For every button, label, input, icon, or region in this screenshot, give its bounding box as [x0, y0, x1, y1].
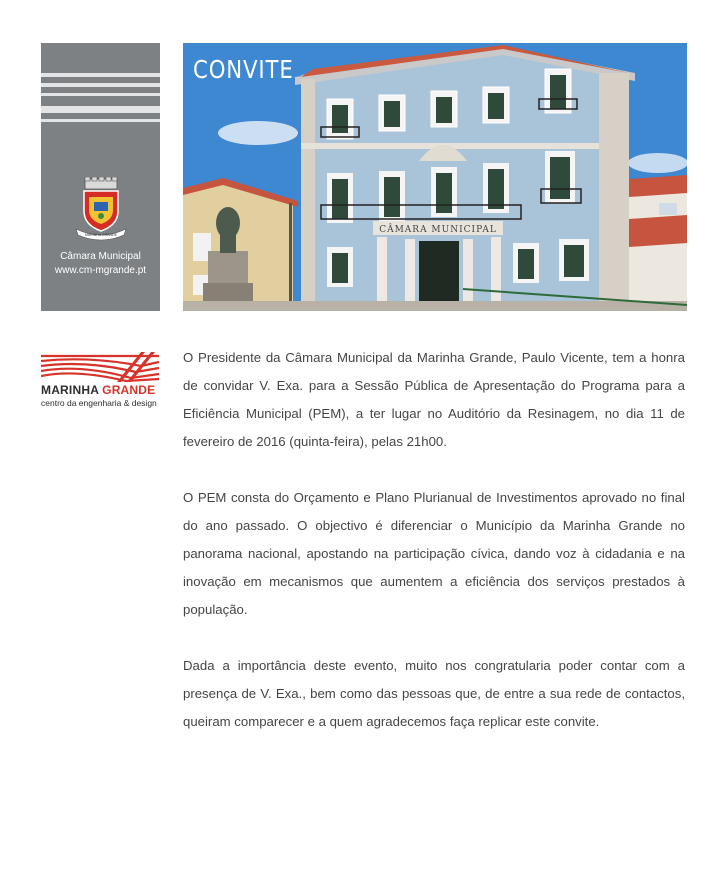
invitation-body	[183, 344, 685, 736]
paragraph: O Presidente da Câmara Municipal da Marinha Grande, Paulo Vicente, tem a honra de convidar V. Exa. para a Sessão Pública de Apresentação do Programa para a Eficiência Municipal (PEM), a ter lugar no Auditório da Resinagem, no dia 11 de fevereiro de 2016 (quinta-feira), pelas 21h00.	[183, 350, 685, 449]
building-sign-text: CÂMARA MUNICIPAL	[379, 225, 497, 235]
logo-subtitle: centro da engenharia & design	[41, 398, 157, 408]
decorative-stripe	[41, 83, 160, 87]
town-hall-photo	[183, 43, 687, 311]
website-link[interactable]: www.cm-mgrande.pt	[54, 265, 147, 276]
invitation-title: CONVITE	[193, 55, 294, 84]
paragraph: Dada a importância deste evento, muito nos congratularia poder contar com a presença de V. Exa., bem como das pessoas que, de entre a sua rede de contactos, queiram comparecer e a quem agradecemos faça replicar este convite.	[183, 658, 685, 729]
decorative-stripe	[41, 106, 160, 113]
decorative-stripe	[41, 93, 160, 96]
logo-wordmark	[41, 383, 155, 397]
logo-name-part2: GRANDE	[102, 383, 156, 397]
org-name: Câmara Municipal	[60, 251, 141, 262]
sidebar-panel	[41, 43, 160, 311]
decorative-stripe	[41, 73, 160, 77]
municipal-crest-icon	[72, 177, 130, 241]
paragraph: O PEM consta do Orçamento e Plano Plurianual de Investimentos aprovado no final do ano passado. O objectivo é diferenciar o Município da Marinha Grande no panorama nacional, apostando na participação cívica, dando voz à cidadania e na inovação em mecanismos que aumentem a eficiência dos serviços prestados à população.	[183, 490, 685, 617]
svg-text:MARINHA GRANDE: MARINHA GRANDE	[85, 233, 117, 237]
decorative-stripe	[41, 119, 160, 122]
logo-name-part1: MARINHA	[41, 383, 103, 397]
